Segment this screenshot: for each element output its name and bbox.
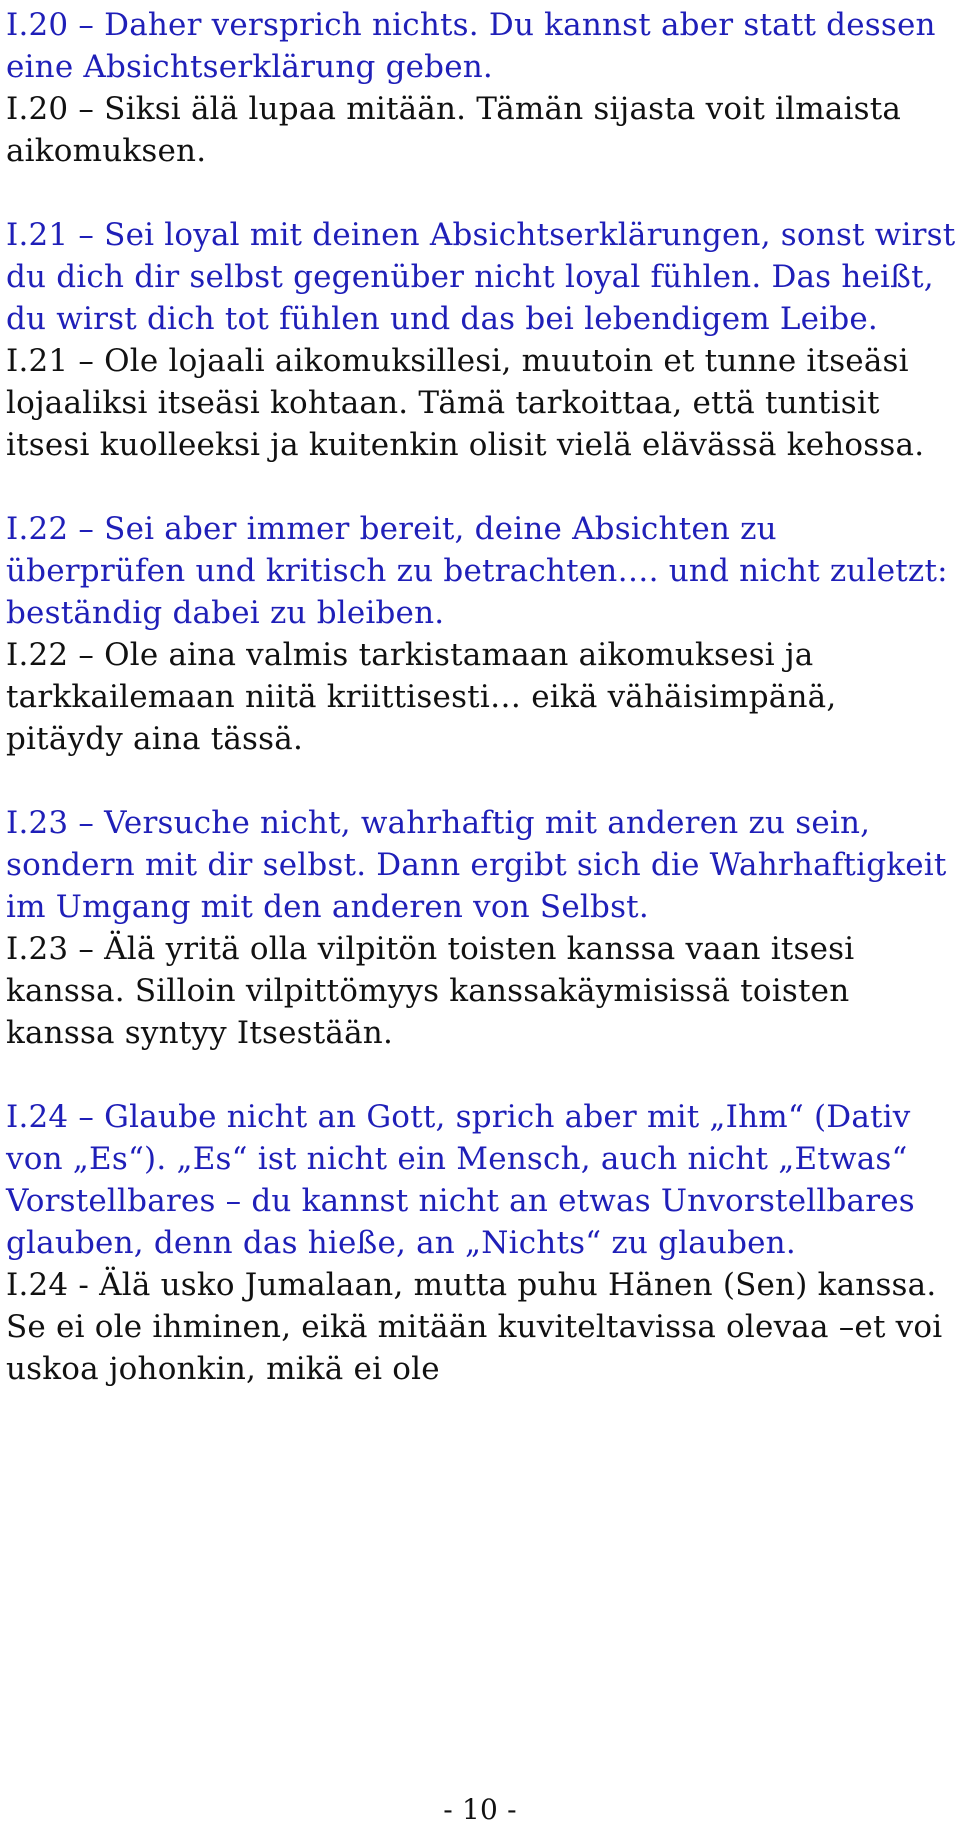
german-text-i24: I.24 – Glaube nicht an Gott, sprich aber mit „Ihm“ (Dativ von „Es“). „Es“ ist nicht ein Mensch, auch nicht „Etwas“ Vorstellbares – du kannst nicht an etwas Unvorstellbares glauben, denn das hieße, an „Nichts“ zu glauben.: [6, 1099, 915, 1261]
finnish-text-i24: I.24 - Älä usko Jumalaan, mutta puhu Hänen (Sen) kanssa. Se ei ole ihminen, eikä mitään kuviteltavissa olevaa –et voi uskoa johonkin, mikä ei ole: [6, 1267, 943, 1387]
paragraph-i22: [6, 508, 956, 760]
finnish-text-i22: I.22 – Ole aina valmis tarkistamaan aikomuksesi ja tarkkailemaan niitä kriittisesti… eikä vähäisimpänä, pitäydy aina tässä.: [6, 637, 837, 757]
german-text-i23: I.23 – Versuche nicht, wahrhaftig mit anderen zu sein, sondern mit dir selbst. Dann ergibt sich die Wahrhaftigkeit im Umgang mit den anderen von Selbst.: [6, 805, 947, 925]
german-text-i20: I.20 – Daher versprich nichts. Du kannst aber statt dessen eine Absichtserklärung geben.: [6, 7, 936, 85]
paragraph-spacer: [6, 172, 956, 214]
paragraph-spacer: [6, 760, 956, 802]
finnish-text-i21: I.21 – Ole lojaali aikomuksillesi, muutoin et tunne itseäsi lojaaliksi itseäsi kohtaan. Tämä tarkoittaa, että tuntisit itsesi kuolleeksi ja kuitenkin olisit vielä elävässä kehossa.: [6, 343, 925, 463]
page-number: - 10 -: [443, 1793, 517, 1826]
german-text-i21: I.21 – Sei loyal mit deinen Absichtserklärungen, sonst wirst du dich dir selbst gegenüber nicht loyal fühlen. Das heißt, du wirst dich tot fühlen und das bei lebendigem Leibe.: [6, 217, 956, 337]
document-page: [6, 4, 956, 1390]
paragraph-i21: [6, 214, 956, 466]
paragraph-i20: [6, 4, 956, 172]
paragraph-spacer: [6, 466, 956, 508]
paragraph-i24: [6, 1096, 956, 1390]
paragraph-spacer: [6, 1054, 956, 1096]
german-text-i22: I.22 – Sei aber immer bereit, deine Absichten zu überprüfen und kritisch zu betrachten…. und nicht zuletzt: beständig dabei zu bleiben.: [6, 511, 948, 631]
finnish-text-i20: I.20 – Siksi älä lupaa mitään. Tämän sijasta voit ilmaista aikomuksen.: [6, 91, 902, 169]
paragraph-i23: [6, 802, 956, 1054]
finnish-text-i23: I.23 – Älä yritä olla vilpitön toisten kanssa vaan itsesi kanssa. Silloin vilpittömyys kanssakäymisissä toisten kanssa syntyy Itsestään.: [6, 931, 855, 1051]
